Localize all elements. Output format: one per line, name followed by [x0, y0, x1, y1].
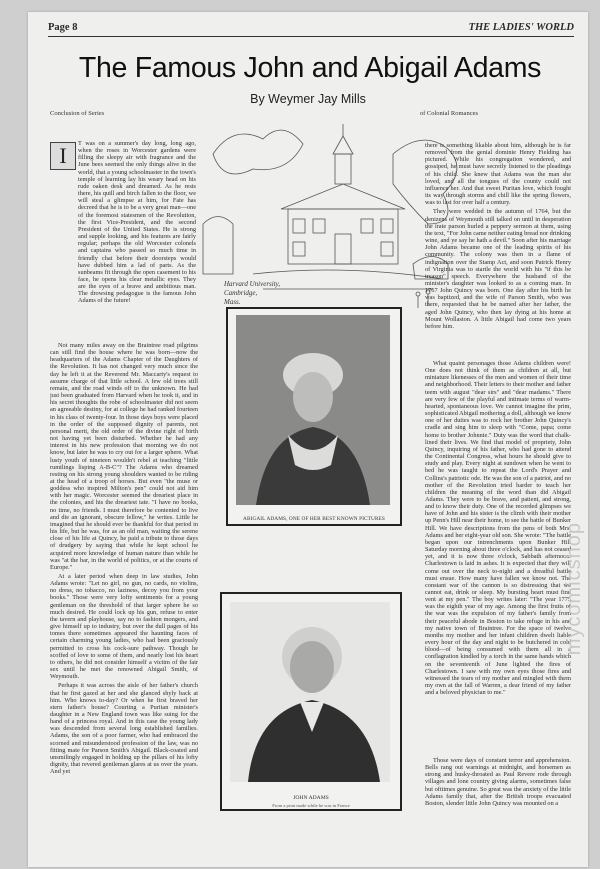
portrait-image — [230, 602, 390, 782]
series-note-left: Conclusion of Series — [50, 110, 105, 117]
watermark: mycomicshop — [563, 522, 585, 656]
paragraph: Those were days of constant terror and apprehension. Bells rang out warnings at midnight, and horsemen as strong and husky-throated as Paul Revere rode through villages and lone country giving alarms, sometimes false but ofttimes genuine. So great was the anxiety of the little Adams family that, after the British troops evacuated Boston, slender little John Quincy was mounted on a — [425, 757, 571, 807]
portrait2-caption: JOHN ADAMS — [293, 795, 329, 801]
portrait1-caption: ABIGAIL ADAMS, ONE OF HER BEST KNOWN PICTURES — [243, 516, 385, 522]
column3-middle — [425, 360, 571, 750]
article-byline: By Weymer Jay Mills — [250, 92, 366, 106]
portrait2-subcaption: From a print made while he was in France — [272, 803, 350, 808]
john-adams-portrait — [220, 592, 402, 811]
paragraph: Perhaps it was across the aisle of her father's church that he first gazed at her and she glanced shyly back at him. Who knows to-day? Or when he first braved her stern father's house? Courting a Puritan minister's daughter in a New England town was like suing for the hand of a princess royal. And in this case the young lady was descended from several long established families. Adams, the son of a poor farmer, who had embraced the scorned and misunderstood profession of the law, was no fitting mate for Parson Smith's Abigail. Black-coated and unsmilingly engaged in holding up the pillars of his lofty dignity, that revered gentleman glares at us over the years. And yet — [50, 682, 198, 776]
drop-cap: I — [50, 142, 76, 170]
paragraph: What quaint personages those Adams children were! One does not think of them as children at all, but miniature likenesses of the men and women of their time and neighborhood. Their letters to their mother and father teem with august "dear sirs" and "dear madams." There are very few of the playful and intimate terms of warm-hearted, spontaneous love. We cannot imagine the prim, sophisticated Abigail mothering a doll, although we know one of her duties was to rock her brother John Quincy's cradle and sing him to sleep with "Come, papa; come home to brother Johnnie." Duty was the word that chalk-lined their lives. We find that model of propriety, John Quincy, inquiring of his father, who had gone to attend the Continental Congress, what hours he should give to study and play. Every night at sundown when he went to bed he was taught to repeat the Lord's Prayer and Collins's patriotic ode. He was the son of a patriot, and no mother of the Revolution tried harder to teach her children the meaning of the word than did Abigail Adams. They were to be brave, and patient, and strong, and to know their duty. One of the recorded glimpses we have of John and his sister is the climb with their mother up Penn's Hill near their home, to see the battle of Bunker Hill. We have descriptions from the pens of both Mrs. Adams and her eight-year old son. She wrote: "The battle began upon our intrenchments upon Bunker Hill Saturday morning about three o'clock, and has not ceased yet, and it is now three o'clock, Sabbath afternoon. Charlestown is laid in ashes. It is expected that they will come out over the neck to-night and a dreadful battle must ensue. How many have fallen we know not. The constant war of the cannon is so distressing that we cannot eat, drink or sleep. My bursting heart must find vent at my pen." The boy writes later: "The year 1775 was the eighth year of my age. Among the first fruits of the war was the expulsion of my father's family from their peaceful abode in Boston to take refuge in his and my native town of Braintree. For the space of twelve months my mother and her infant children dwelt liable every hour of the day and night to be butchered in cold blood—of being consumed with them all in a conflagration kindled by a torch in the same hands which on the seventeenth of June lighted the fires of Charlestown. I saw with my own eyes those fires and witnessed the tears of my mother and mingled with them my own at the fall of Warren, a dear friend of my father and a beloved physician to me." — [425, 360, 571, 697]
page-number: Page 8 — [48, 22, 78, 33]
paragraph: They were wedded in the autumn of 1764, but the denizens of Weymouth still talked on until in desperation the irate parson hurled a peppery sermon at them, using the text, "For John came neither eating bread nor drinking wine, and ye say he hath a devil." Soon after his marriage John Adams became one of the leading spirits of his community. The colony was then in a flame of indignation over the Stamp Act, and soon Patrick Henry of Virginia was to startle the world with his "if this be treason" speech. Everywhere the husband of the minister's daughter was looked to as a coming man. In 1767 John Quincy was born. One day after his birth he was baptized, and the wife of Parson Smith, who was there, requested that he be named after her father, the aged John Quincy, who then lay dying at his home at Mount Wollaston. A little Abigail had come two years before him. — [425, 208, 571, 330]
magazine-page — [28, 12, 588, 867]
paragraph: Not many miles away on the Braintree road pilgrims can still find the house where he was born—now the headquarters of the Adams Chapter of the Daughters of the Revolution. It has not changed very much since the day he left it at the Reverend Mr. Maccarty's request to assume charge of that little school. A few old trees still remain, and the road winds off to the unknown. He had just been graduated from Harvard when he took it, and in his secret thoughts the robe of schoolmaster did not seem an agreeable destiny, for at college he had ranked fourteen in his class of twenty-four. In those days boys were placed in the order of the supposed dignity of parents, not personal merit, the old order of the divine right of birth not having yet been disturbed. Whether he had any interest in his new profession that morning we do not know, but later he was to cry out for a larger sphere. What lusty youth of nineteen wouldn't rebel at teaching "little rumtlings lisping A-B-C"? The Adams who dreamed resting on his strong young shoulders wanted to be riding at the head of a troop of horses. But even "the muse or goddess who inspired Milton's pen" could not aid him with her magic. Worcester seemed the dreariest place in the colonies, and his the dreariest tate. "I have no books, no time, no friends. I must therefore be contented to live and die an ignorant, obscure fellow," he writes. Little he imagined that he should ever be thankful for that period in his life, but he was, for as an old man, waiting the serene close of his life at Quincy, he paid a tribute to those days of drudgery by saying that while he kept school he acquired more knowledge of human nature than while he was "at the bar, in the world of politics, or at the courts of Europe." — [50, 342, 198, 571]
column1-body — [50, 342, 198, 857]
paragraph: there is something likable about him, although he is far removed from the genial dominie Henry Fielding has pictured. While his congregation wondered, and gossiped, he must have secretly listened to the pleadings of his child. She knew that Adams was the man she loved, and all the tongues of the county could not influence her. And that sweet Puritan love, which fought its way through storms and chill like the spring flowers, was to last for over half a century. — [425, 142, 571, 207]
abigail-adams-portrait — [226, 307, 402, 526]
series-note-right: of Colonial Romances — [419, 110, 478, 117]
portrait-image — [236, 315, 390, 505]
paragraph: T was on a summer's day long, long ago, when the roses in Worcester gardens were filling the sleepy air with fragrance and the June bees seemed the only things alive in the world, that a young schoolmaster in the town's temple of learning lay his weary head on his rude oaken desk and dreamed. As he rests there, his quill and birch fallen to the floor, we will steal a glimpse at him, for Fate has decreed that he is to be a very great man—one of the foremost statesmen of the Revolution, the first Vice-President, and the second President of the United States. He is strong and supple looking, and his features are fairly regular; perhaps the old Worcester colonels and captains who passed so much time in friendly chat before their doorsteps would have dubbed him a lad of parts. As the sunbeams fit through the open casement to his face, he opens his clear metallic eyes. They are the eyes of a brave and ambitious man. The drowsing pedagogue is the famous John Adams of the future! — [78, 140, 196, 305]
illustration-caption: Harvard University, Cambridge, Mass. — [224, 280, 281, 306]
page-header — [48, 22, 574, 37]
column3-bottom — [425, 757, 571, 857]
magazine-name: THE LADIES' WORLD — [468, 22, 574, 33]
article-title: The Famous John and Abigail Adams — [78, 52, 542, 84]
paragraph: At a later period when deep in law studies, John Adams wrote: "Let no girl, no gun, no cards, no violins, no dress, no tobacco, no laziness, decoy you from your books." Those were very lofty sentiments for a young gentleman on the threshold of that larger sphere he so much desired. He could lock up his gun, refuse to enter the tavern and playhouse, say no to fashion mongers, and give himself up to industry, but over the dull pages of his tomes there sometimes appeared the haunting faces of certain charming young ladies, who had been graciously permitted to cross his cock-sure pathway. Though he scoffed of love to some of them, and nearly lost his heart to others, he did not consider himself a victim of the fair sex until he met the renowned Abigail Smith, of Weymouth. — [50, 573, 198, 681]
column3-top — [425, 142, 571, 352]
column1-intro — [78, 140, 196, 335]
